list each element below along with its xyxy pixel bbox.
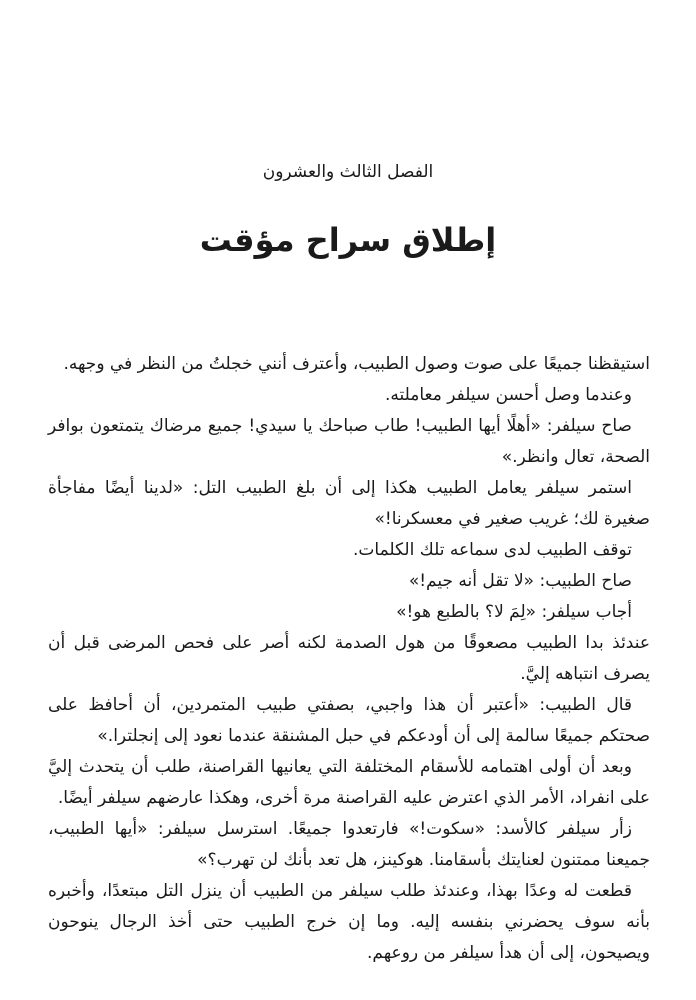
- paragraph: استمر سيلفر يعامل الطبيب هكذا إلى أن بلغ الطبيب التل: «لدينا أيضًا مفاجأة صغيرة لك؛ غريب صغير في معسكرنا!»: [48, 478, 650, 529]
- body-text: [48, 349, 650, 969]
- paragraph: استيقظنا جميعًا على صوت وصول الطبيب، وأعترف أنني خجلتُ من النظر في وجهه.: [63, 354, 650, 374]
- paragraph: زأر سيلفر كالأسد: «سكوت!» فارتعدوا جميعًا. استرسل سيلفر: «أيها الطبيب، جميعنا ممتنون لعنايتك بأسقامنا. هوكينز، هل تعد بأنك لن تهرب؟»: [48, 819, 650, 870]
- paragraph: صاح سيلفر: «أهلًا أيها الطبيب! طاب صباحك يا سيدي! جميع مرضاك يتمتعون بوافر الصحة، تعال وانظر.»: [48, 416, 650, 467]
- paragraph: عندئذ بدا الطبيب مصعوقًا من هول الصدمة لكنه أصر على فحص المرضى قبل أن يصرف انتباهه إليَّ.: [48, 633, 650, 684]
- paragraph: أجاب سيلفر: «لِمَ لا؟ بالطبع هو!»: [396, 602, 632, 622]
- chapter-title: إطلاق سراح مؤقت: [199, 221, 497, 259]
- paragraph: وبعد أن أولى اهتمامه للأسقام المختلفة التي يعانيها القراصنة، طلب أن يتحدث إليَّ على انفراد، الأمر الذي اعترض عليه القراصنة مرة أخرى، وهكذا عارضهم سيلفر أيضًا.: [48, 757, 650, 808]
- paragraph: وعندما وصل أحسن سيلفر معاملته.: [384, 385, 632, 405]
- paragraph: قطعت له وعدًا بهذا، وعندئذ طلب سيلفر من الطبيب أن ينزل التل مبتعدًا، وأخبره بأنه سوف يحضرني بنفسه إليه. وما إن خرج الطبيب حتى أخذ الرجال ينوحون ويصيحون، إلى أن هدأ سيلفر من روعهم.: [48, 881, 650, 963]
- paragraph: صاح الطبيب: «لا تقل أنه جيم!»: [408, 571, 632, 591]
- paragraph: قال الطبيب: «أعتبر أن هذا واجبي، بصفتي طبيب المتمردين، أن أحافظ على صحتكم جميعًا سالمة إلى أن أودعكم في حبل المشنقة عندما نعود إلى إنجلترا.»: [48, 695, 650, 746]
- chapter-number: الفصل الثالث والعشرون: [262, 162, 434, 182]
- paragraph: توقف الطبيب لدى سماعه تلك الكلمات.: [353, 540, 632, 560]
